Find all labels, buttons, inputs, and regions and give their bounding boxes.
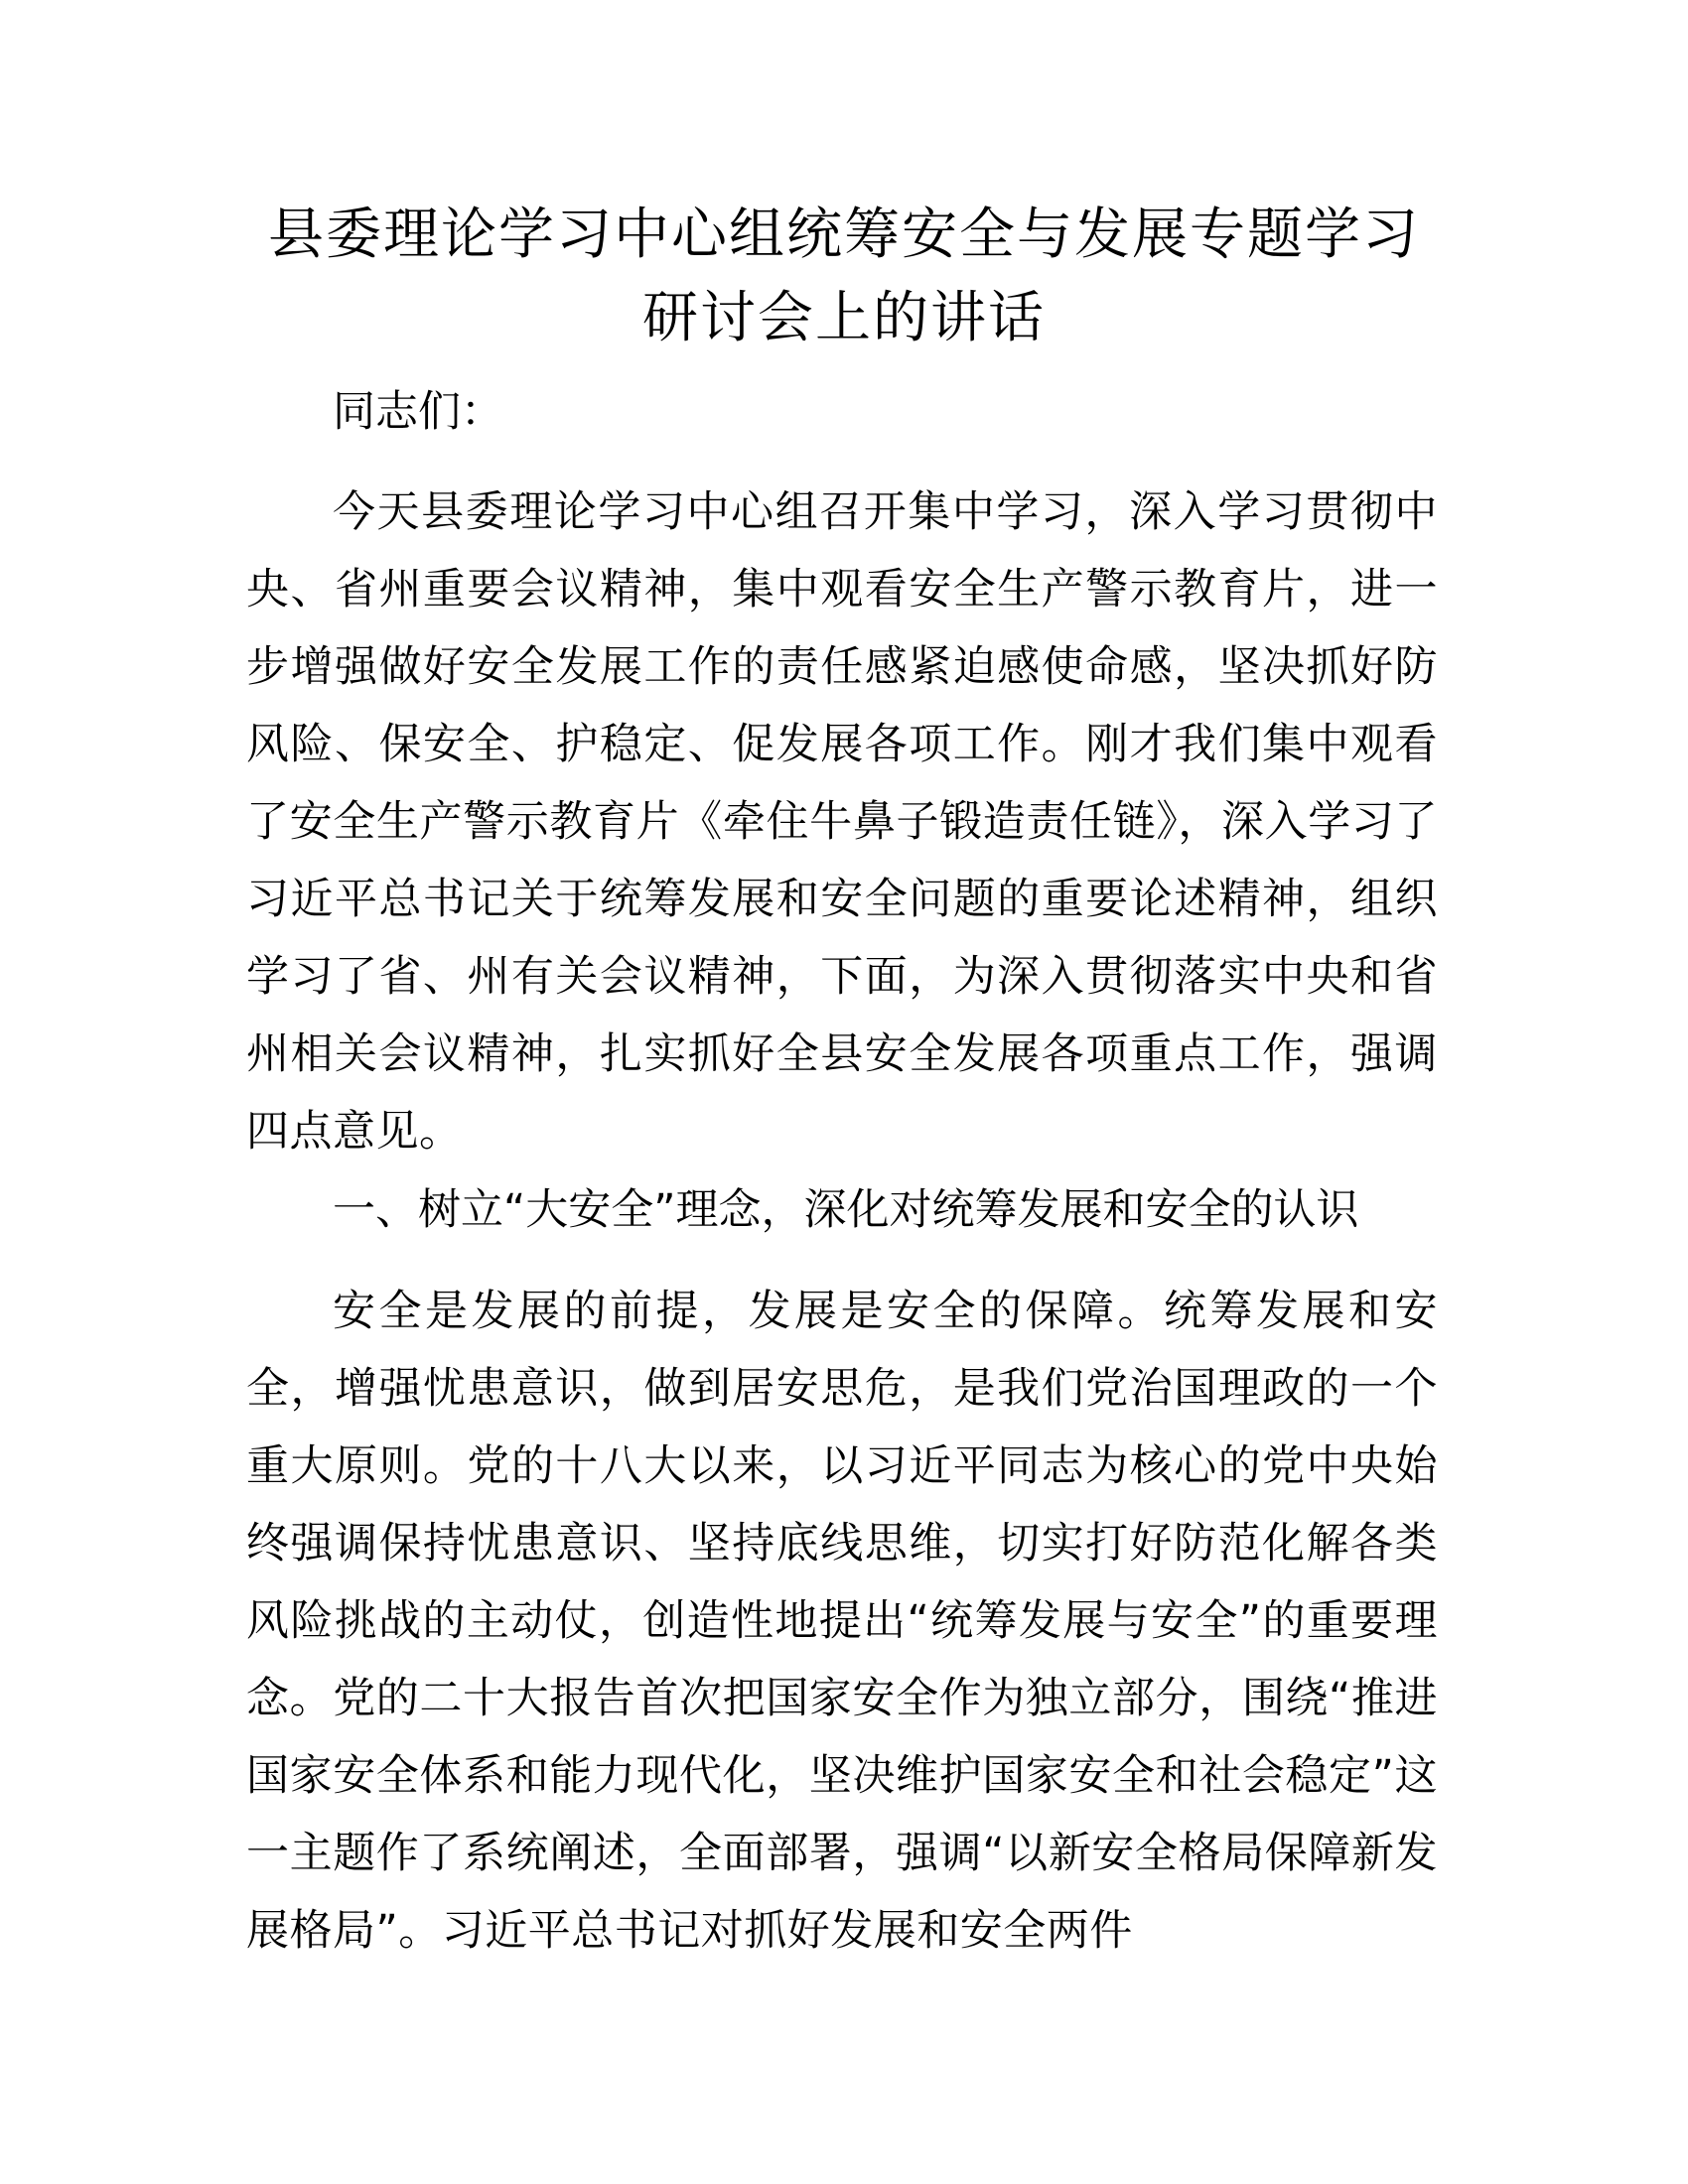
document-title-line-2: 研讨会上的讲话 <box>642 286 1046 350</box>
section-heading-1: 一、树立“大安全”理念，深化对统筹发展和安全的认识 <box>333 1185 1359 1235</box>
body-paragraph-1: 今天县委理论学习中心组召开集中学习，深入学习贯彻中央、省州重要会议精神，集中观看安全生产警示教育片，进一步增强做好安全发展工作的责任感紧迫感使命感，坚决抓好防风险、保安全、护稳定、促发展各项工作。刚才我们集中观看了安全生产警示教育片《牵住牛鼻子锻造责任链》，深入学习了习近平总书记关于统筹发展和安全问题的重要论述精神，组织学习了省、州有关会议精神，下面，为深入贯彻落实中央和省州相关会议精神，扎实抓好全县安全发展各项重点工作，强调四点意见。 <box>246 487 1438 1157</box>
greeting: 同志们： <box>333 387 503 437</box>
body-paragraph-2: 安全是发展的前提，发展是安全的保障。统筹发展和安全，增强忧患意识，做到居安思危，是我们党治国理政的一个重大原则。党的十八大以来，以习近平同志为核心的党中央始终强调保持忧患意识、坚持底线思维，切实打好防范化解各类风险挑战的主动仗，创造性地提出“统筹发展与安全”的重要理念。党的二十大报告首次把国家安全作为独立部分，围绕“推进国家安全体系和能力现代化，坚决维护国家安全和社会稳定”这一主题作了系统阐述，全面部署，强调“以新安全格局保障新发展格局”。习近平总书记对抓好发展和安全两件 <box>246 1287 1438 1956</box>
document-title-line-1: 县委理论学习中心组统筹安全与发展专题学习 <box>268 203 1420 267</box>
